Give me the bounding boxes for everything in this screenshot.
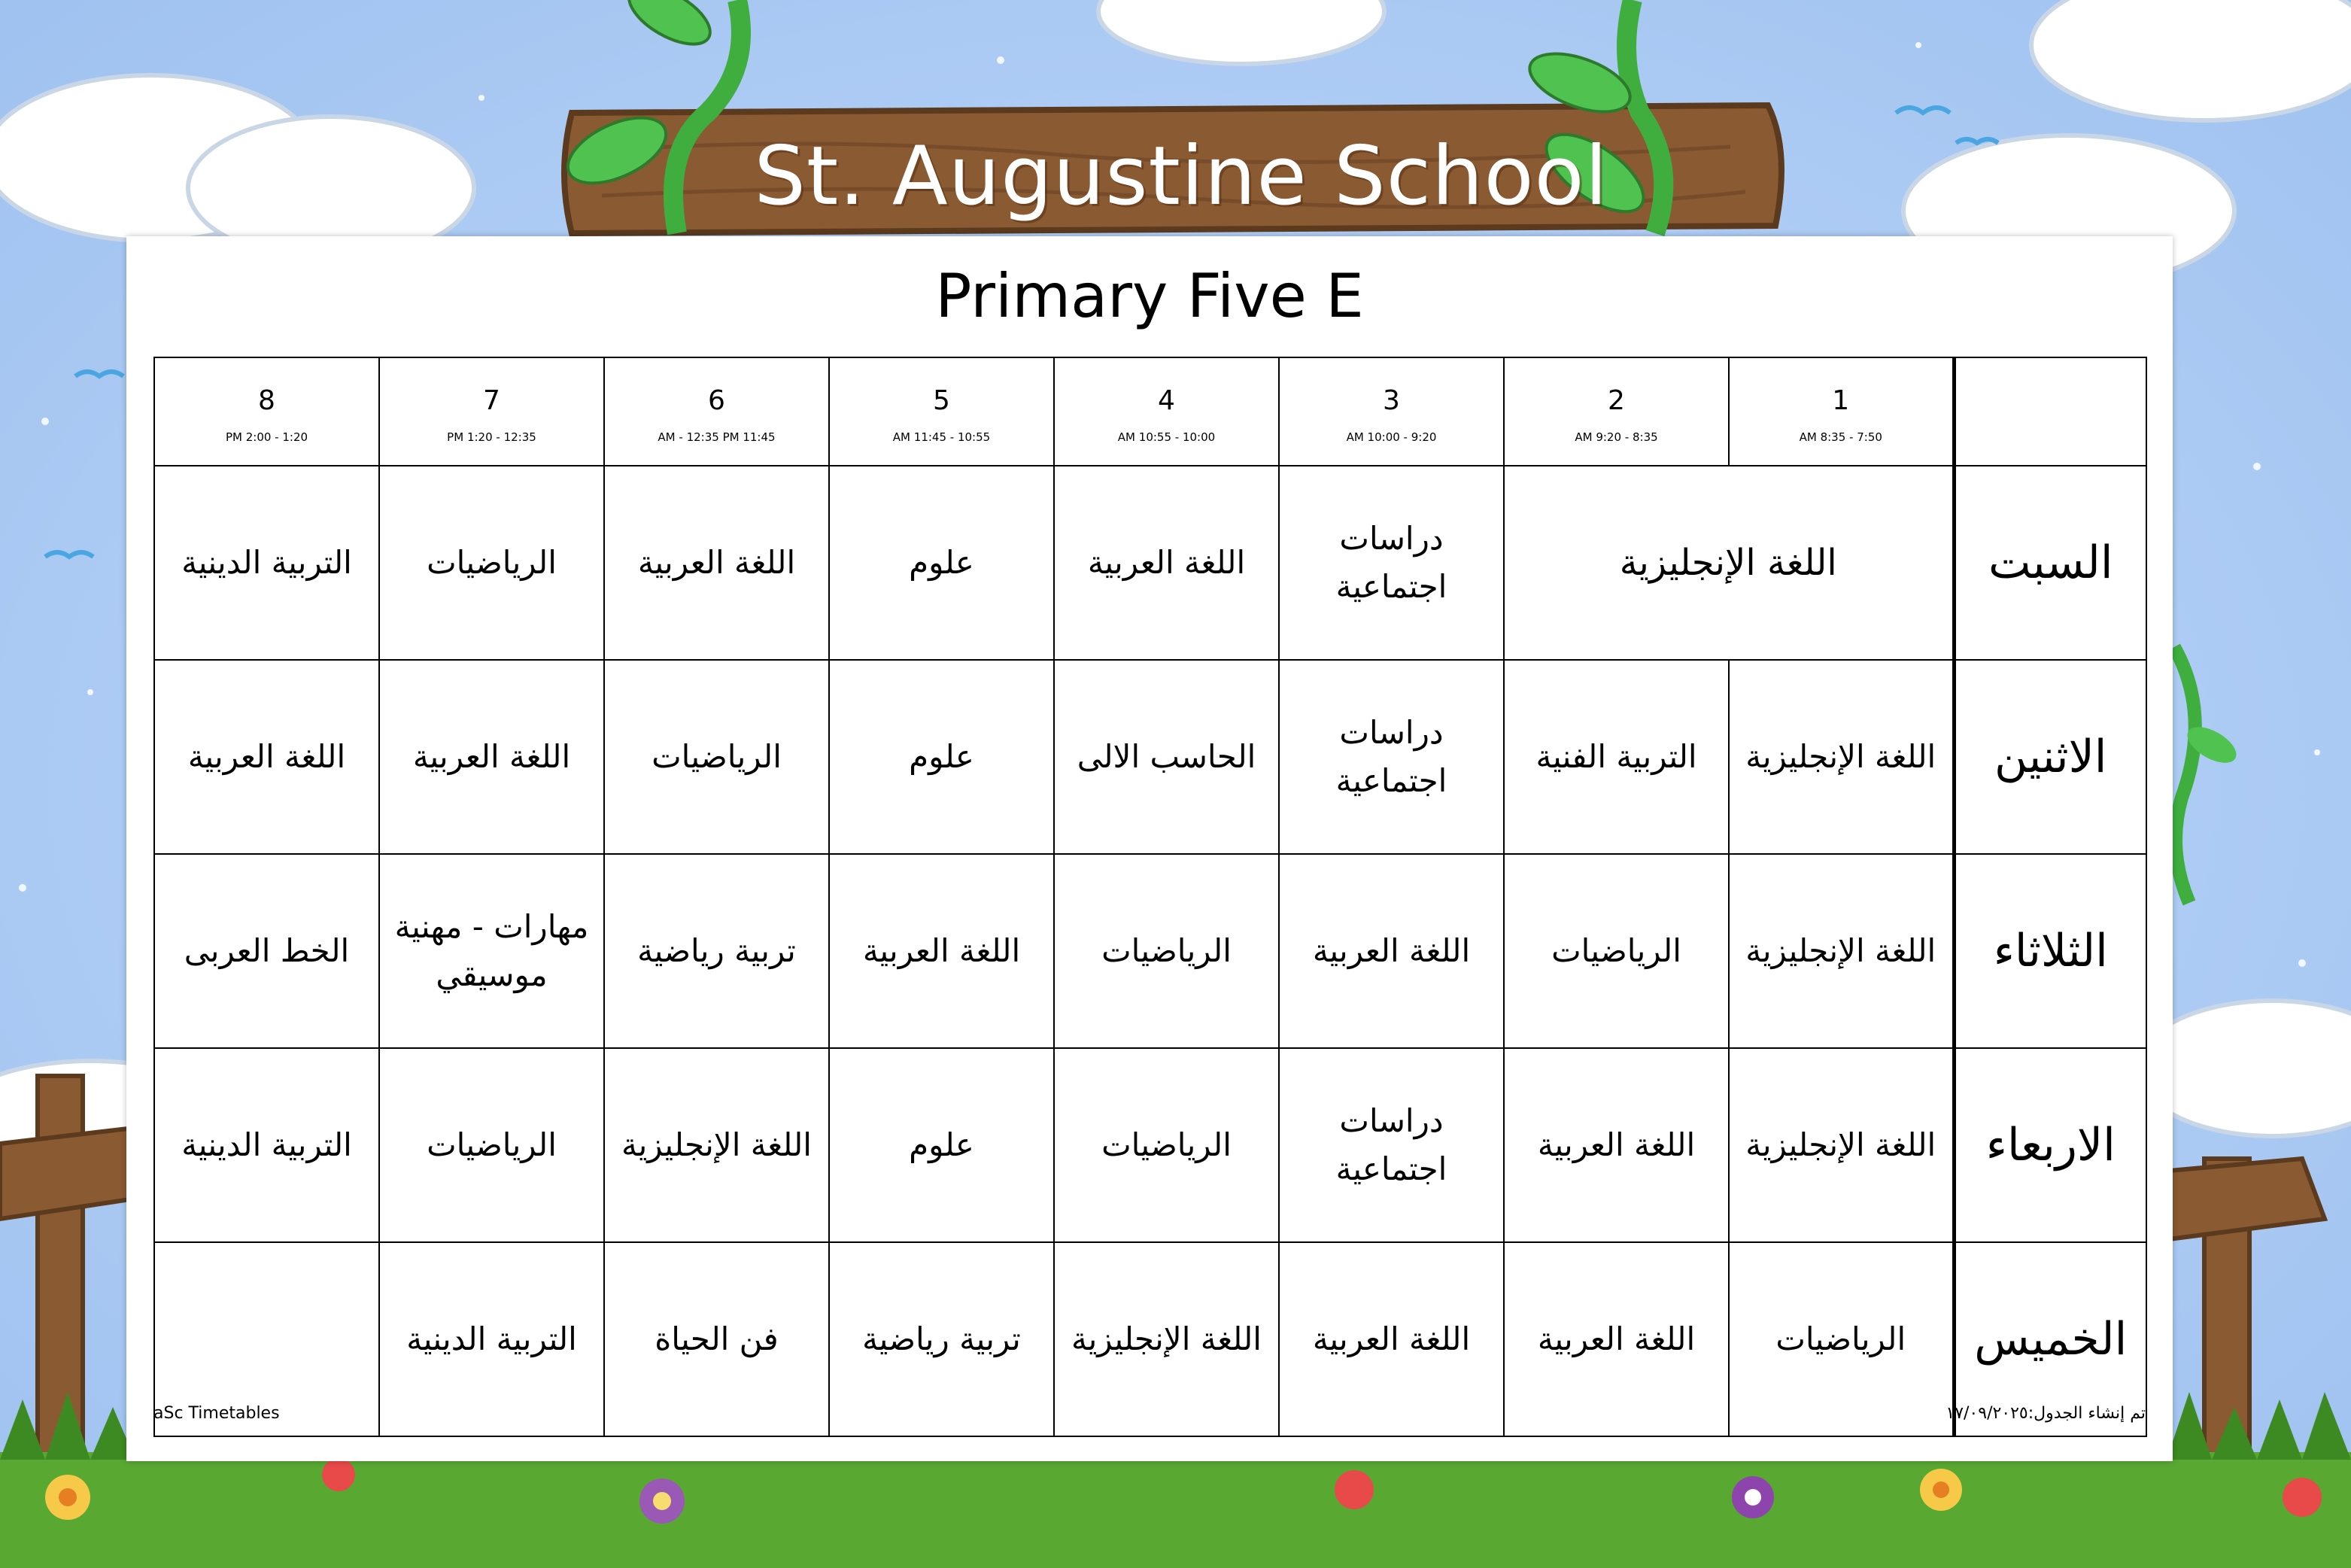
day-row-saturday [154,466,2146,660]
lesson-cell: التربية الدينية [154,1048,379,1242]
lesson-cell: التربية الدينية [379,1242,604,1436]
period-header: 1 7:50 - 8:35 AM [1729,357,1954,466]
corner-cell [1954,357,2146,466]
lesson-cell: الحاسب الالى [1054,660,1279,854]
lesson-cell: التربية الدينية [154,466,379,660]
lesson-cell: الخط العربى [154,854,379,1048]
lesson-cell: اللغة العربية [1504,1048,1729,1242]
lesson-cell: اللغة الإنجليزية [1729,854,1954,1048]
lesson-cell: اللغة الإنجليزية [604,1048,829,1242]
day-row-wednesday [154,1048,2146,1242]
lesson-cell: اللغة العربية [1279,1242,1504,1436]
lesson-cell: علوم [829,660,1054,854]
day-row-tuesday [154,854,2146,1048]
lesson-cell: علوم [829,466,1054,660]
lesson-cell: الرياضيات [1729,1242,1954,1436]
lesson-cell: اللغة العربية [154,660,379,854]
period-header: 6 11:45 AM - 12:35 PM [604,357,829,466]
lesson-cell: مهارات - مهنية موسيقي [379,854,604,1048]
timetable-table [153,357,2147,1437]
day-label: الاثنين [1954,660,2146,854]
school-name: St. Augustine School [754,129,1608,223]
lesson-cell: فن الحياة [604,1242,829,1436]
period-header: 7 12:35 - 1:20 PM [379,357,604,466]
lesson-cell: اللغة العربية [1504,1242,1729,1436]
lesson-cell: التربية الفنية [1504,660,1729,854]
lesson-cell: الرياضيات [379,466,604,660]
day-row-thursday [154,1242,2146,1436]
lesson-cell: الرياضيات [1504,854,1729,1048]
period-header: 8 1:20 - 2:00 PM [154,357,379,466]
period-header: 3 9:20 - 10:00 AM [1279,357,1504,466]
lesson-cell: الرياضيات [379,1048,604,1242]
lesson-cell: اللغة العربية [604,466,829,660]
lesson-cell: اللغة العربية [1054,466,1279,660]
lesson-cell: دراسات اجتماعية [1279,466,1504,660]
day-label: الخميس [1954,1242,2146,1436]
lesson-cell: علوم [829,1048,1054,1242]
lesson-cell: دراسات اجتماعية [1279,1048,1504,1242]
footer-created-date: تم إنشاء الجدول:١٧/٠٩/٢٠٢٥ [1945,1404,2146,1423]
lesson-cell: دراسات اجتماعية [1279,660,1504,854]
lesson-cell: الرياضيات [1054,1048,1279,1242]
day-label: السبت [1954,466,2146,660]
day-row-monday [154,660,2146,854]
day-label: الثلاثاء [1954,854,2146,1048]
lesson-cell: الرياضيات [1054,854,1279,1048]
lesson-cell: اللغة العربية [1279,854,1504,1048]
period-header: 2 8:35 - 9:20 AM [1504,357,1729,466]
period-header: 4 10:00 - 10:55 AM [1054,357,1279,466]
lesson-cell: اللغة العربية [379,660,604,854]
lesson-cell: اللغة الإنجليزية [1054,1242,1279,1436]
lesson-cell: اللغة العربية [829,854,1054,1048]
period-header-row [154,357,2146,466]
lesson-cell: اللغة الإنجليزية [1504,466,1954,660]
footer-generator-label: aSc Timetables [153,1404,280,1423]
class-title: Primary Five E [935,261,1364,331]
lesson-cell: اللغة الإنجليزية [1729,660,1954,854]
lesson-cell: تربية رياضية [829,1242,1054,1436]
lesson-cell: الرياضيات [604,660,829,854]
lesson-cell: تربية رياضية [604,854,829,1048]
period-header: 5 10:55 - 11:45 AM [829,357,1054,466]
day-label: الاربعاء [1954,1048,2146,1242]
lesson-cell: اللغة الإنجليزية [1729,1048,1954,1242]
timetable-sheet [126,236,2173,1461]
